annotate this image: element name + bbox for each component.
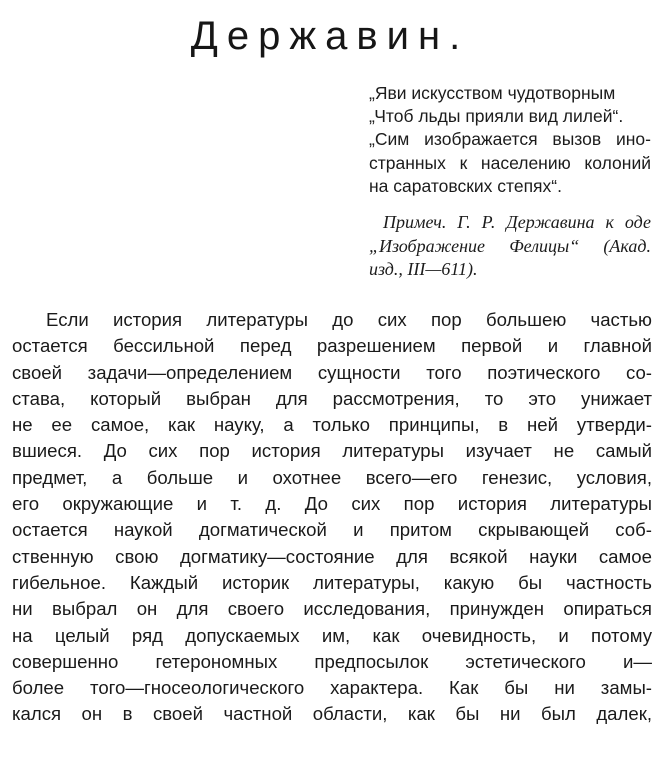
body-paragraph — [12, 307, 652, 728]
note-line: изд., III—611). — [369, 259, 478, 279]
paragraph-line: его окружающие и т. д. До сих пор история литературы — [12, 493, 652, 515]
paragraph-line: става, который выбран для рассмотрения, то это унижает — [12, 387, 652, 409]
paragraph-line: Если история литературы до сих пор большею частью — [46, 309, 652, 330]
paragraph-line: кался он в своей частной области, как бы ни был далек, — [12, 703, 652, 725]
paragraph-line: своей задачи—определением сущности того поэтического со- — [12, 361, 652, 383]
paragraph-line: остается бессильной перед разрешением первой и главной — [12, 335, 652, 357]
note-line: „Изображение Фелицы“ (Акад. — [369, 235, 651, 256]
note-line: Примеч. Г. Р. Державина к оде — [383, 212, 651, 232]
epigraph-line: „Чтоб льды прияли вид лилей“. — [369, 106, 624, 127]
epigraph-line: „Яви искусством чудотворным — [369, 83, 616, 103]
paragraph-line: на целый ряд допускаемых им, как очевидность, и потому — [12, 624, 652, 646]
paragraph-line: гибельное. Каждый историк литературы, какую бы частность — [12, 571, 652, 593]
epigraph-line: на саратовских степях“. — [369, 175, 562, 196]
paragraph-line: вшиеся. До сих пор история литературы изучает не самый — [12, 440, 652, 462]
paragraph-line: не ее самое, как науку, а только принципы, в ней утверди- — [12, 414, 652, 436]
paragraph-line: совершенно гетерономных предпосылок эстетического и— — [12, 650, 652, 672]
epigraph-source-note — [369, 211, 651, 282]
paragraph-line: ни выбрал он для своего исследования, принужден опираться — [12, 598, 652, 620]
paragraph-line: остается наукой догматической и притом скрывающей соб- — [12, 519, 652, 541]
paragraph-line: более того—гносеологического характера. Как бы ни замы- — [12, 677, 652, 699]
paragraph-line: предмет, а больше и охотнее всего—его генезис, условия, — [12, 466, 652, 488]
epigraph-line: странных к населению колоний — [369, 152, 651, 173]
epigraph — [369, 82, 651, 198]
paragraph-line: ственную свою догматику—состояние для всякой науки самое — [12, 545, 652, 567]
epigraph-line: „Сим изображается вызов ино- — [369, 129, 651, 150]
page-title: Державин. — [190, 14, 470, 58]
